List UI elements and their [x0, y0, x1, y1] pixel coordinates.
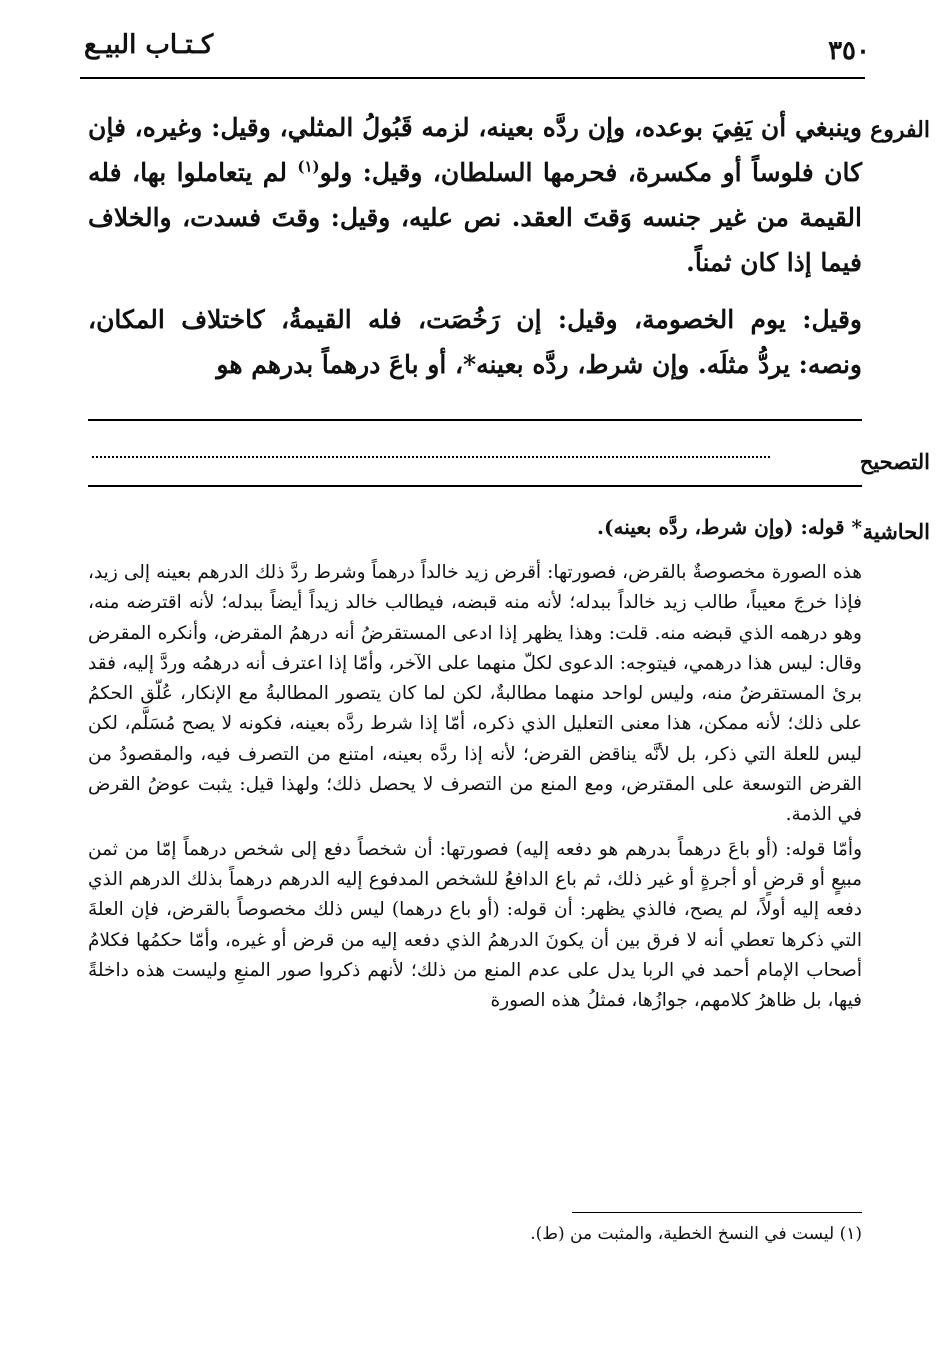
label-hashiya: الحاشية: [862, 519, 930, 544]
section-rule-top: [88, 419, 862, 421]
main-text: [88, 105, 862, 399]
label-furu: الفروع: [870, 117, 930, 143]
tashih-dotted-line: [92, 456, 770, 458]
hashiya-paragraph-1: هذه الصورة مخصوصةٌ بالقرض، فصورتها: أقرض زيد خالداً درهماً وشرط ردَّ ذلك الدرهم بعينه إلى زيد، فإذا خرجَ معيباً، طالب زيد خالداً ببدله؛ لأنه منه قبضه، فيطالب خالد زيداً أيضاً ببدله؛ لأنه اقترضه منه، وهو درهمه الذي قبضه منه. قلت: وهذا يظهر إذا ادعى المستقرضُ أنه درهمُ المقرض، وأنكره المقرض وقال: ليس هذا درهمي، فيتوجه: الدعوى لكلّ منهما على الآخر، وأمّا إذا اعترف أنه درهمُه وردَّ إليه، فقد برئ المستقرضُ منه، وليس لواحد منهما مطالبةٌ، لكن لما كان يتصور المطالبةُ مع الإنكار، عُلّق الحكمُ على ذلك؛ لأنه ممكن، هذا معنى التعليل الذي ذكره، أمّا إذا شرط ردَّه بعينه، فكونه لا يصح مُسَلَّم، لكن ليس للعلة التي ذكر، بل لأنَّه يناقض القرض؛ لأنه إذا ردَّه بعينه، امتنع من التصرف فيه، والمقصودُ من القرض التوسعة على المقترض، ومع المنع من التصرف لا يحصل ذلك؛ ولهذا قيل: يثبت عوضُ القرض في الذمة.: [88, 562, 862, 826]
running-head-title: كـتـاب البيـع: [84, 30, 214, 60]
label-tashih: التصحيح: [859, 449, 930, 474]
main-para1-start: وينبغي أن يَفِيَ بوعده، وإن ردَّه بعينه، لزمه قَبُولُ المثلي، وقيل: وغيره، فإن كان فلوساً أو مكسرة، فحرمها السلطان، وقيل: ولو: [88, 113, 862, 187]
page-number: ٣٥٠: [828, 36, 870, 66]
footnote-ref: (١): [297, 157, 320, 176]
hashiya-paragraph-2: وأمّا قوله: (أو باعَ درهماً بدرهم هو دفعه إليه) فصورتها: أن شخصاً دفع إلى شخص درهماً إمّا من ثمن مبيعٍ أو قرضٍ أو أجرةٍ أو غير ذلك، ثم باع الدافعُ للشخص المدفوع إليه الدرهم درهماً بذلك الدرهم الذي دفعه إليه أولاً، لم يصح، فالذي يظهر: أن قوله: (أو باع درهما) ليس ذلك مخصوصاً بالقرض، فإن العلةَ التي ذكرها تعطي أنه لا فرق بين أن يكونَ الدرهمُ الذي دفعه إليه من قرض أو غيره، وأمّا حكمُها فكلامُ أصحاب الإمام أحمد في الربا يدل على عدم المنع من ذلك؛ لأنهم ذكروا صور المنعِ وليست هذه داخلةً فيها، بل ظاهرُ كلامهم، جوازُها، فمثلُ هذه الصورة: [88, 838, 862, 1012]
main-paragraph: [88, 105, 862, 285]
hashiya-body: [88, 558, 862, 1016]
main-paragraph-2: وقيل: يوم الخصومة، وقيل: إن رَخُصَت، فله القيمةُ، كاختلاف المكان، ونصه: يردُّ مثلَه. وإن شرط، ردَّه بعينه*، أو باعَ درهماً بدرهم هو: [88, 305, 862, 379]
main-para1-end: لم يتعاملوا بها، فله القيمة من غير جنسه وَقتَ العقد. نص عليه، وقيل: وقتَ فسدت، والخلاف فيما إذا كان ثمناً.: [88, 158, 862, 277]
footnote-rule: [572, 1212, 862, 1213]
hashiya-heading: * قوله: (وإن شرط، ردَّه بعينه).: [597, 515, 862, 539]
header-rule: [80, 77, 865, 79]
footnote: (١) ليست في النسخ الخطية، والمثبت من (ط).: [530, 1224, 862, 1244]
section-rule-bottom: [88, 485, 862, 487]
